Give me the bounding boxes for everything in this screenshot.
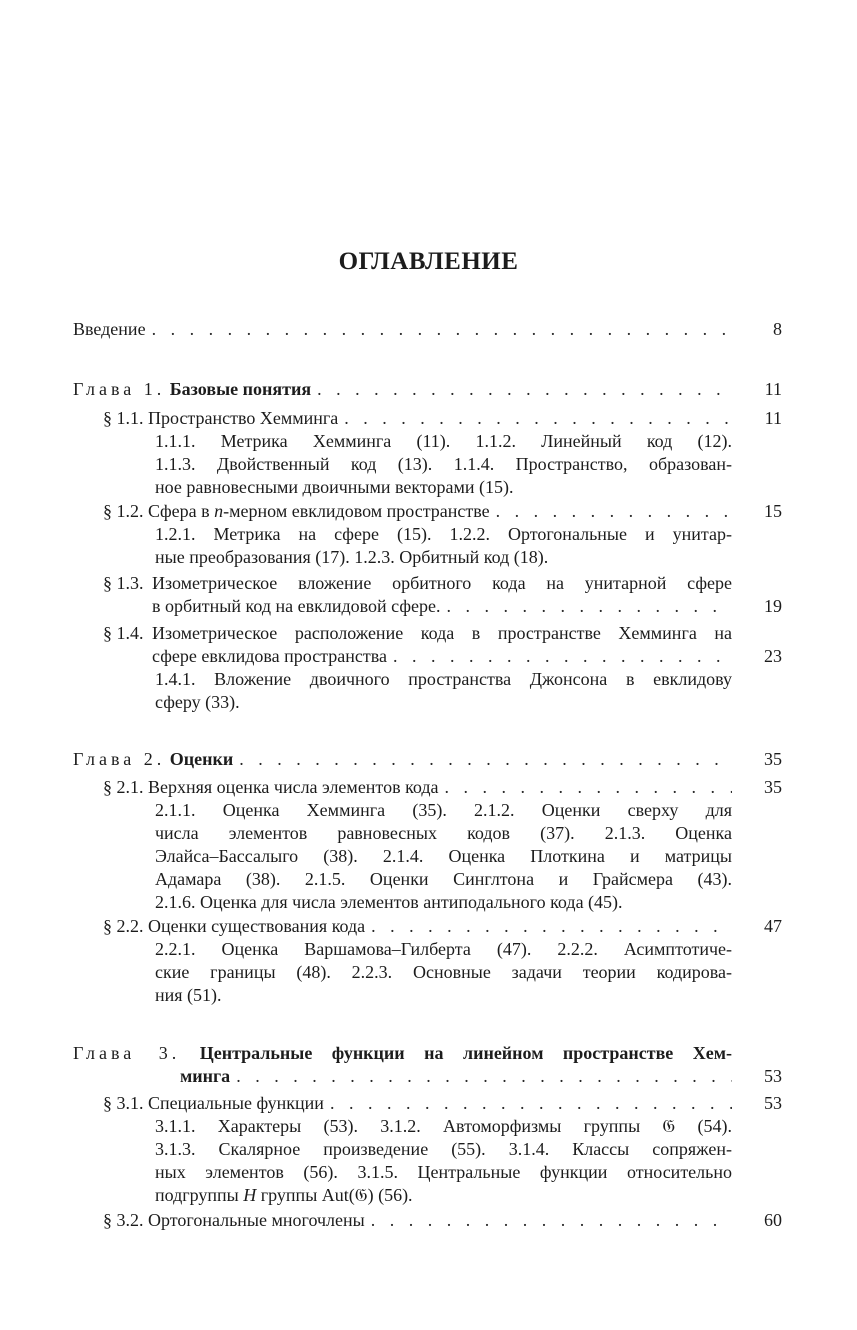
subsection-list: 3.1.3. Скалярное произведение (55). 3.1.4. Классы сопряжен- [155,1139,732,1159]
math-variable: H [243,1185,257,1205]
toc-entry-3-2 [103,1209,740,1232]
toc-page: 11 [764,408,782,428]
toc-entry-1-2 [103,500,740,523]
subsection-list: ных элементов (56). 3.1.5. Центральные функции относительно [155,1162,732,1182]
toc-page: 8 [773,319,782,339]
toc-page: 47 [764,916,782,936]
toc-label: Изометрическое вложение орбитного кода на унитарной сфере [152,573,732,593]
toc-entry-2-1 [103,776,740,799]
toc-label: § 3.1. Специальные функции [103,1093,324,1113]
subsection-list: 1.1.1. Метрика Хемминга (11). 1.1.2. Линейный код (12). [155,431,732,451]
toc-page: 11 [764,379,782,399]
subsection-list: ские границы (48). 2.2.3. Основные задачи теории кодирова- [155,962,732,982]
toc-label: группы Aut(𝔊) (56). [256,1185,413,1205]
subsection-list: Адамара (38). 2.1.5. Оценки Синглтона и Грайсмера (43). [155,869,732,889]
chapter-prefix: Глава 2. [73,749,166,769]
toc-page: 15 [764,501,782,521]
toc-page: 60 [764,1210,782,1230]
page-title: ОГЛАВЛЕНИЕ [338,248,519,275]
chapter-prefix: Глава 3. [73,1043,181,1063]
chapter-1-heading [73,378,740,401]
toc-label: в орбитный код на евклидовой сфере. [152,596,441,616]
chapter-title: Оценки [169,749,234,769]
chapter-2-heading [73,748,740,771]
toc-page: 35 [764,749,782,769]
subsection-list: 3.1.1. Характеры (53). 3.1.2. Автоморфизмы группы 𝔊 (54). [155,1116,732,1136]
toc-label: Сфера в [148,501,215,521]
toc-entry-1-3 [103,572,144,595]
chapter-3-heading-cont [180,1065,740,1088]
subsection-list: ные преобразования (17). 1.2.3. Орбитный код (18). [155,547,549,567]
toc-entry-2-2 [103,915,740,938]
toc-page: 23 [764,646,782,666]
section-number: § 1.4. [103,623,144,643]
toc-label: § 1.1. Пространство Хемминга [103,408,339,428]
subsection-list: Элайса–Бассалыго (38). 2.1.4. Оценка Плоткина и матрицы [155,846,732,866]
toc-page: 19 [764,596,782,616]
chapter-title: Центральные функции на линейном пространстве Хем- [199,1043,732,1063]
toc-entry-1-1 [103,407,740,430]
subsection-list: ное равновесными двоичными векторами (15). [155,477,514,497]
chapter-3-heading [73,1042,732,1065]
toc-label: сфере евклидова пространства [152,646,387,666]
subsection-list: 2.2.1. Оценка Варшамова–Гилберта (47). 2.2.2. Асимптотиче- [155,939,732,959]
subsection-list: 1.4.1. Вложение двоичного пространства Джонсона в евклидову [155,669,732,689]
toc-page: 53 [764,1093,782,1113]
toc-label: § 2.2. Оценки существования кода [103,916,366,936]
chapter-title: минга [180,1066,231,1086]
toc-label: § 3.2. Ортогональные многочлены [103,1210,365,1230]
chapter-title: Базовые понятия [169,379,312,399]
toc-label: Введение [73,319,146,339]
subsection-list: 1.1.3. Двойственный код (13). 1.1.4. Пространство, образован- [155,454,732,474]
section-number: § 1.2. [103,501,144,521]
subsection-list: 1.2.1. Метрика на сфере (15). 1.2.2. Ортогональные и унитар- [155,524,732,544]
toc-entry-intro [73,318,740,341]
toc-entry-1-3-cont [152,595,740,618]
subsection-list: числа элементов равновесных кодов (37). 2.1.3. Оценка [155,823,732,843]
toc-label: Изометрическое расположение кода в пространстве Хемминга на [152,623,732,643]
toc-page: 53 [764,1066,782,1086]
subsection-list: 2.1.1. Оценка Хемминга (35). 2.1.2. Оценки сверху для [155,800,732,820]
toc-entry-1-4 [103,622,144,645]
section-number: § 1.3. [103,573,144,593]
toc-entry-1-4-cont [152,645,740,668]
subsection-list [155,1184,413,1207]
toc-entry-3-1 [103,1092,740,1115]
subsection-list: ния (51). [155,985,222,1005]
subsection-list: 2.1.6. Оценка для числа элементов антиподального кода (45). [155,892,623,912]
subsection-list: сферу (33). [155,692,240,712]
toc-label: -мерном евклидовом пространстве [223,501,490,521]
toc-page: 35 [764,777,782,797]
toc-label: подгруппы [155,1185,244,1205]
chapter-prefix: Глава 1. [73,379,166,399]
math-variable: n [214,501,224,521]
toc-label: § 2.1. Верхняя оценка числа элементов кода [103,777,439,797]
